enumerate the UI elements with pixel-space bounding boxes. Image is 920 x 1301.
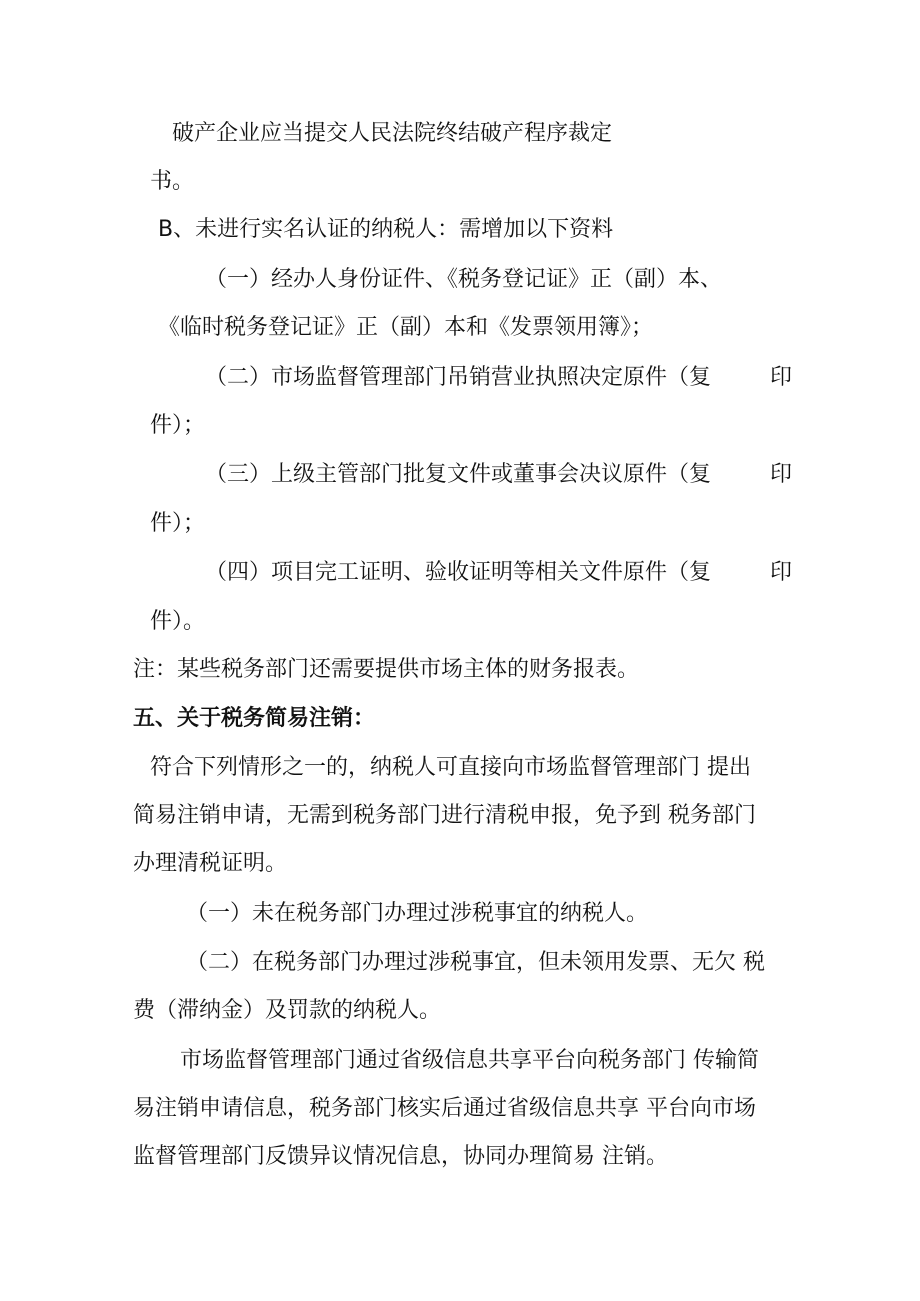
section5-closing-line3: 监督管理部门反馈异议情况信息，协同办理简易 注销。 xyxy=(133,1144,668,1169)
note-line: 注：某些税务部门还需要提供市场主体的财务报表。 xyxy=(133,657,640,682)
section-b-heading: B、未进行实名认证的纳税人：需增加以下资料 xyxy=(158,217,614,242)
section-b-item3-line1: （三）上级主管部门批复文件或董事会决议原件（复 xyxy=(205,462,712,487)
section-b-item2-line1-tail: 印 xyxy=(770,365,793,390)
section5-heading: 五、关于税务简易注销： xyxy=(133,706,376,731)
section-b-item4-line1: （四）项目完工证明、验收证明等相关文件原件（复 xyxy=(205,560,712,585)
section5-case2-line2: 费（滞纳金）及罚款的纳税人。 xyxy=(133,998,442,1023)
section-b-item4-line2: 件）。 xyxy=(150,609,206,634)
section5-case2-line1: （二）在税务部门办理过涉税事宜，但未领用发票、无欠 税 xyxy=(186,950,765,975)
section-b-item1-line1: （一）经办人身份证件、《税务登记证》正（副）本、 xyxy=(205,267,723,292)
section-b-item3-line1-tail: 印 xyxy=(770,462,793,487)
section5-intro-line2: 简易注销申请，无需到税务部门进行清税申报，免予到 税务部门 xyxy=(133,803,756,828)
section5-intro-line3: 办理清税证明。 xyxy=(133,851,288,876)
section-b-item4-line1-tail: 印 xyxy=(770,560,793,585)
section-b-item2-line2: 件）； xyxy=(150,413,206,438)
section5-closing-line1: 市场监督管理部门通过省级信息共享平台向税务部门 传输简 xyxy=(180,1048,759,1073)
section5-closing-line2: 易注销申请信息，税务部门核实后通过省级信息共享 平台向市场 xyxy=(133,1096,756,1121)
para1-line1: 破产企业应当提交人民法院终结破产程序裁定 xyxy=(172,121,613,146)
section5-intro-line1: 符合下列情形之一的，纳税人可直接向市场监督管理部门 提出 xyxy=(150,755,751,780)
section-b-item3-line2: 件）； xyxy=(150,511,206,536)
section-b-item2-line1: （二）市场监督管理部门吊销营业执照决定原件（复 xyxy=(205,365,712,390)
section5-case1: （一）未在税务部门办理过涉税事宜的纳税人。 xyxy=(186,901,649,926)
section-b-item1-line2: 《临时税务登记证》正（副）本和《发票领用簿》； xyxy=(158,315,654,340)
para1-line2: 书。 xyxy=(150,169,195,194)
